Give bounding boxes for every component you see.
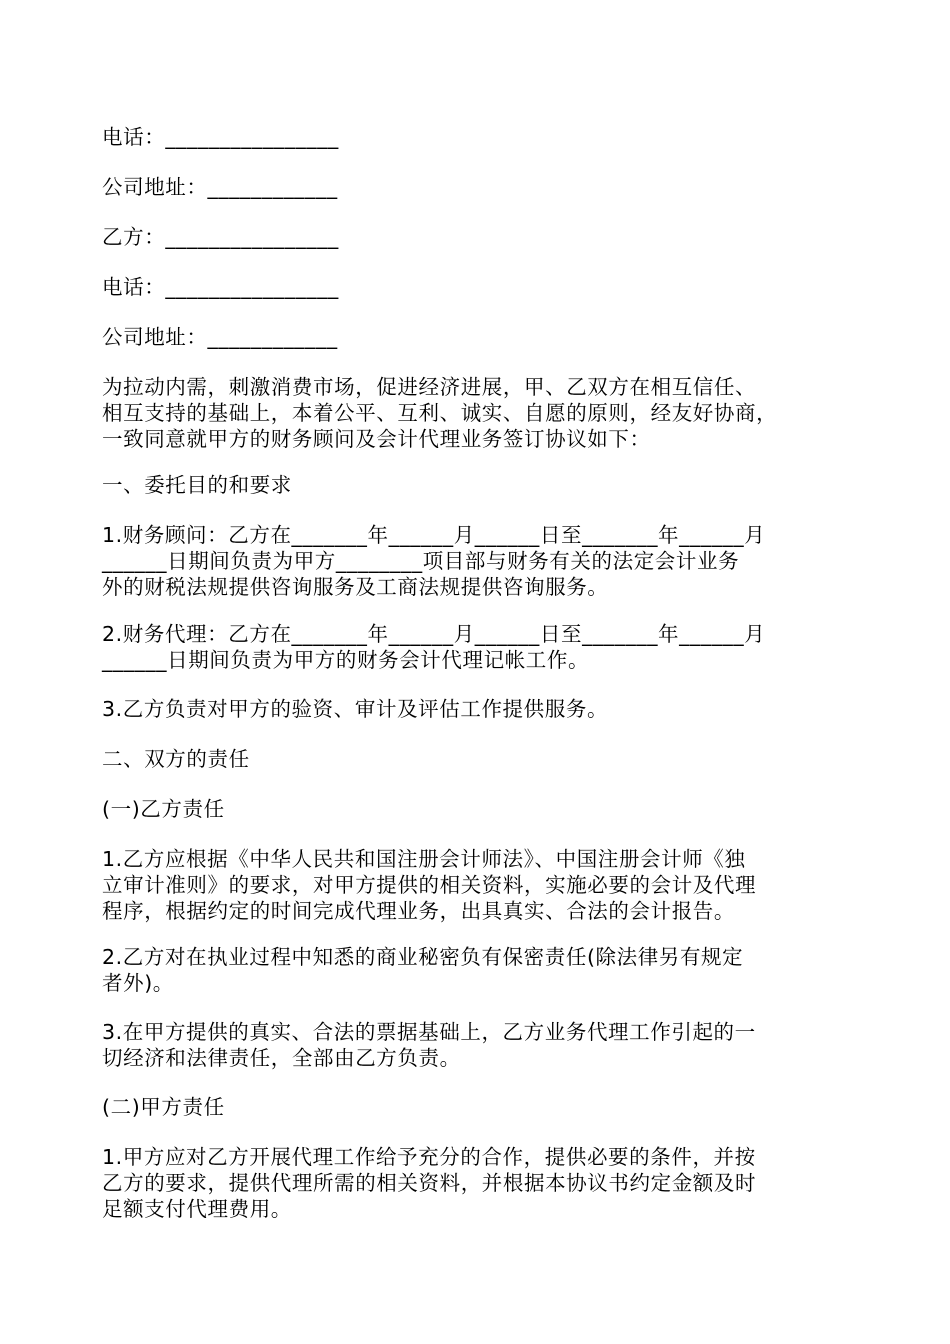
section2-sub2-item1 (102, 1144, 862, 1222)
section2-heading: 二、双方的责任 (102, 747, 250, 771)
preamble-line: 一致同意就甲方的财务顾问及会计代理业务签订协议如下： (102, 427, 651, 451)
section1-item1-line: 1.财务顾问：乙方在_______年______月______日至_______年______月 (102, 523, 766, 547)
party-b-phone-line (102, 274, 862, 300)
section2-sub1-item3 (102, 1019, 862, 1071)
party-b-phone-label: 电话： (102, 275, 166, 299)
section1-item3: 3.乙方负责对甲方的验资、审计及评估工作提供服务。 (102, 697, 609, 721)
section2-sub1-heading: (一)乙方责任 (102, 797, 225, 821)
party-b-name-label: 乙方： (102, 225, 166, 249)
section2-sub1-item2-line: 2.乙方对在执业过程中知悉的商业秘密负有保密责任(除法律另有规定 (102, 945, 744, 969)
section1-heading: 一、委托目的和要求 (102, 473, 292, 497)
section1-item2-line: ______日期间负责为甲方的财务会计代理记帐工作。 (102, 648, 590, 672)
section1-item2 (102, 621, 862, 673)
section2-sub2-item1-line: 足额支付代理费用。 (102, 1197, 292, 1221)
section2-sub1-item3-line: 切经济和法律责任，全部由乙方负责。 (102, 1046, 461, 1070)
party-a-address-label: 公司地址： (102, 175, 208, 199)
section1-item1-line: 外的财税法规提供咨询服务及工商法规提供咨询服务。 (102, 575, 609, 599)
section2-sub1-item2 (102, 944, 862, 996)
party-a-phone-blank: ________________ (165, 125, 339, 149)
section2-sub1-item2-line: 者外)。 (102, 971, 174, 995)
preamble-line: 为拉动内需，刺激消费市场，促进经济进展，甲、乙双方在相互信任、 (102, 375, 757, 399)
party-b-address-blank: ____________ (207, 325, 338, 349)
section1-item1 (102, 522, 862, 600)
section2-sub1-item1-line: 立审计准则》的要求，对甲方提供的相关资料，实施必要的会计及代理 (102, 873, 757, 897)
section2-sub1-item1-line: 1.乙方应根据《中华人民共和国注册会计师法》、中国注册会计师《独 (102, 847, 746, 871)
party-b-name-blank: ________________ (165, 225, 339, 249)
preamble-line: 相互支持的基础上，本着公平、互利、诚实、自愿的原则，经友好协商， (102, 401, 778, 425)
party-a-phone-label: 电话： (102, 125, 166, 149)
section2-sub1-item1 (102, 846, 862, 924)
section2-sub1-item3-line: 3.在甲方提供的真实、合法的票据基础上，乙方业务代理工作引起的一 (102, 1020, 756, 1044)
party-b-name-line (102, 224, 862, 250)
section2-sub2-heading: (二)甲方责任 (102, 1095, 225, 1119)
party-a-phone-line (102, 124, 862, 150)
party-a-address-line (102, 174, 862, 200)
party-a-address-blank: ____________ (207, 175, 338, 199)
party-b-address-line (102, 324, 862, 350)
preamble-paragraph (102, 374, 862, 452)
party-b-phone-blank: ________________ (165, 275, 339, 299)
section2-sub2-item1-line: 乙方的要求，提供代理所需的相关资料，并根据本协议书约定金额及时 (102, 1171, 757, 1195)
section2-sub1-item1-line: 程序，根据约定的时间完成代理业务，出具真实、合法的会计报告。 (102, 899, 735, 923)
section1-item1-line: ______日期间负责为甲方________项目部与财务有关的法定会计业务 (102, 549, 740, 573)
section2-sub2-item1-line: 1.甲方应对乙方开展代理工作给予充分的合作，提供必要的条件，并按 (102, 1145, 756, 1169)
section1-item2-line: 2.财务代理：乙方在_______年______月______日至_______年______月 (102, 622, 766, 646)
party-b-address-label: 公司地址： (102, 325, 208, 349)
